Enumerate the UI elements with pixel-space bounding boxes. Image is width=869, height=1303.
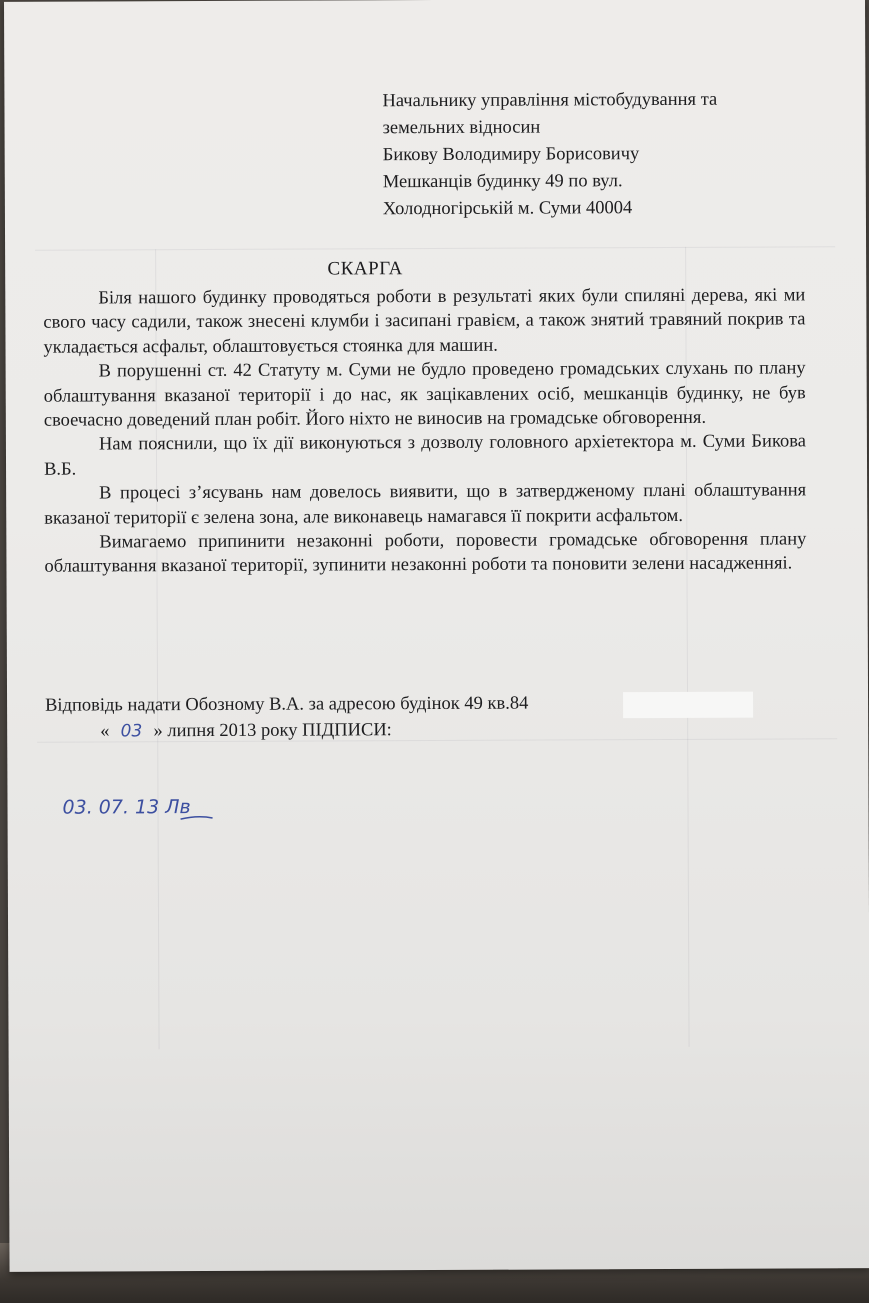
recipient-line: Холодногірській м. Суми 40004 [382, 198, 633, 220]
document-sheet [4, 0, 869, 1272]
open-quote: « [100, 721, 110, 742]
answer-address-line: Відповідь надати Обозному В.А. за адресою будінок 49 кв.84 [45, 693, 529, 716]
paragraph-4: В процесі з’ясувань нам довелось виявити, що в затвердженому плані облаштування вказаної території є зелена зона, але виконавець намагався її покрити асфальтом. [44, 480, 807, 529]
paragraph-2: В порушенні ст. 42 Статуту м. Суми не будло проведено громадських слухань по плану облаштування вказаної території і до нас, як зацікавлених осіб, мешканців будинку, не був своечасно доведений план робіт. Його ніхто не виносив на громадське обговорення. [43, 358, 806, 431]
document-title: СКАРГА [327, 258, 403, 280]
date-line [100, 720, 392, 742]
complaint-body [43, 283, 806, 579]
handwritten-day: 03 [120, 721, 143, 742]
recipient-line: Начальнику управління містобудування та [382, 89, 718, 112]
recipient-line: Мешканців будинку 49 по вул. [382, 171, 623, 193]
received-mark-text: 03. 07. 13 Лв [62, 796, 191, 819]
recipient-block [382, 87, 717, 223]
paragraph-3: Нам пояснили, що їх дії виконуються з дозволу головного архіетектора м. Суми Бикова В.Б. [44, 431, 806, 480]
paragraph-5: Вимагаемо припинити незаконні роботи, поровести громадське обговорення плану облаштування вказаної території, зупинити незаконні роботи та поновити зелени насадженняі. [44, 529, 807, 578]
handwritten-received-mark [62, 785, 232, 826]
redacted-area [623, 692, 753, 719]
recipient-line: земельних відносин [382, 117, 541, 139]
date-rest: » липня 2013 року ПІДПИСИ: [153, 720, 392, 742]
paragraph-1: Біля нашого будинку проводяться роботи в результаті яких були спиляні дерева, які ми свого часу садили, також знесені клумби і засипані гравієм, а також знятий травяний покрив та укладається асфальт, облаштовується стоянка для машин. [43, 285, 806, 358]
recipient-line: Бикову Володимиру Борисовичу [382, 144, 640, 166]
